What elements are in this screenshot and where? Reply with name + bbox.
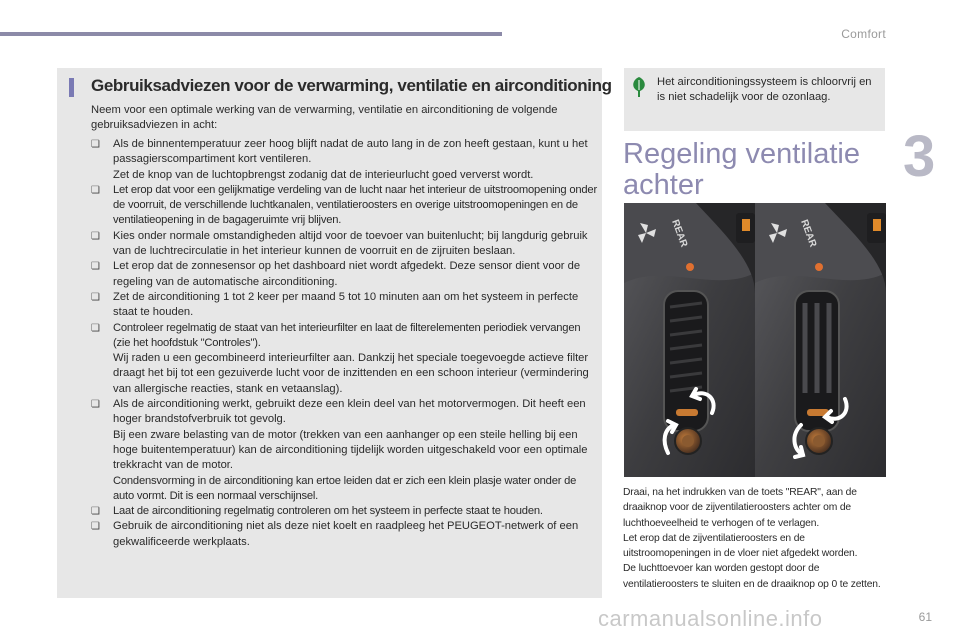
ventilation-title: Regeling ventilatie achter [623, 138, 860, 201]
rear-vent-photo-open [624, 203, 755, 477]
list-item-extra: Zet de knop van de luchtopbrengst zodanig dat de interieurlucht goed ververst wordt. [113, 168, 534, 181]
rear-label: REAR [669, 218, 690, 249]
list-item-text: Gebruik de airconditioning niet als deze niet koelt en raadpleeg het PEUGEOT-netwerk of een gekwalificeerde werkplaats. [113, 520, 579, 548]
list-item-extra: Bij een zware belasting van de motor (trekken van een aanhanger op een steile helling bij een hoge buitentemperatuur) kan de airconditioning tijdelijk worden uitgeschakeld voor een optimale trekkracht van de motor. [113, 428, 588, 472]
list-item [91, 504, 599, 519]
list-item [91, 321, 599, 397]
section-name: Comfort [841, 27, 886, 41]
list-item-extra: Condensvorming in de airconditioning kan ertoe leiden dat er zich een klein plasje water onder de auto vormt. Dit is een normaal verschijnsel. [113, 474, 577, 502]
list-item-text: Kies onder normale omstandigheden altijd voor de toevoer van buitenlucht; bij langdurig gebruik van de luchtrecirculatie in het interieur kunnen de voorruit en de zijruiten beslaan. [113, 229, 588, 258]
checkbox-bullet-icon: ❏ [91, 230, 100, 242]
caption-line: Draai, na het indrukken van de toets "REAR", aan de draaiknop voor de zijventilatieroosters achter om de luchthoeveelheid te verhogen of te verlagen. [623, 487, 857, 529]
checkbox-bullet-icon: ❏ [91, 506, 100, 518]
list-item [91, 290, 599, 321]
list-item [91, 397, 599, 504]
advice-box [57, 68, 612, 598]
checkbox-bullet-icon: ❏ [91, 261, 100, 273]
page-number: 61 [918, 610, 932, 624]
chapter-number: 3 [903, 124, 936, 189]
list-item-text: Let erop dat de zonnesensor op het dashboard niet wordt afgedekt. Deze sensor dient voor de regeling van de automatische airconditioning. [113, 260, 581, 288]
rear-label: REAR [798, 218, 819, 249]
ventilation-caption [623, 485, 885, 592]
leaf-icon [631, 76, 647, 98]
checkbox-bullet-icon: ❏ [91, 139, 100, 150]
advice-list [91, 137, 599, 550]
list-item-text: Laat de airconditioning regelmatig controleren om het systeem in perfecte staat te houden. [113, 505, 543, 518]
checkbox-bullet-icon: ❏ [91, 184, 100, 196]
list-item-text: Als de airconditioning werkt, gebruikt deze een klein deel van het motorvermogen. Dit heeft een hoger brandstofverbruik tot gevolg. [113, 398, 586, 426]
list-item [91, 519, 599, 550]
caption-line: Let erop dat de zijventilatieroosters en de uitstroomopeningen in de vloer niet afgedekt worden. [623, 532, 858, 560]
list-item [91, 229, 599, 260]
list-item [91, 183, 599, 229]
list-item-text: Controleer regelmatig de staat van het interieurfilter en laat de filterelementen periodiek vervangen (zie het hoofdstuk "Controles"). [113, 321, 581, 349]
watermark: carmanualsonline.info [598, 606, 823, 631]
rear-vent-photo-closed [755, 203, 886, 477]
advice-title: Gebruiksadviezen voor de verwarming, ventilatie en airconditioning [91, 76, 612, 95]
list-item [91, 137, 599, 183]
top-rule [0, 32, 502, 36]
list-item-text: Als de binnentemperatuur zeer hoog blijft nadat de auto lang in de zon heeft gestaan, kunt u het passagierscompartiment kort ventileren. [113, 138, 588, 166]
list-item-text: Zet de airconditioning 1 tot 2 keer per maand 5 tot 10 minuten aan om het systeem in perfecte staat te houden. [113, 290, 579, 319]
checkbox-bullet-icon: ❏ [91, 322, 100, 334]
list-item-extra: Wij raden u een gecombineerd interieurfilter aan. Dankzij het speciale toegevoegde actieve filter draagt het bij tot een gezuiverde lucht voor de inzittenden en een schoon interieur (vermindering van allergische reacties, stank en vetaanslag). [113, 352, 589, 395]
list-item-text: Let erop dat voor een gelijkmatige verdeling van de lucht naar het interieur de uitstroomopening onder de voorruit, de verschillende luchtkanalen, ventilatieroosters en overige uitstroomopeningen en de ventilatieopening in de bagageruimte vrij blijven. [113, 183, 597, 227]
advice-intro: Neem voor een optimale werking van de verwarming, ventilatie en airconditioning de volgende gebruiksadviezen in acht: [91, 104, 558, 132]
checkbox-bullet-icon: ❏ [91, 521, 100, 533]
eco-note-box [624, 68, 885, 131]
caption-line: De luchttoevoer kan worden gestopt door de ventilatieroosters te sluiten en de draaiknop op 0 te zetten. [623, 563, 881, 590]
checkbox-bullet-icon: ❏ [91, 291, 100, 303]
checkbox-bullet-icon: ❏ [91, 399, 100, 411]
list-item [91, 259, 599, 290]
note-text: Het airconditioningssysteem is chloorvrij en is niet schadelijk voor de ozonlaag. [657, 76, 872, 104]
accent-bar [69, 78, 74, 97]
